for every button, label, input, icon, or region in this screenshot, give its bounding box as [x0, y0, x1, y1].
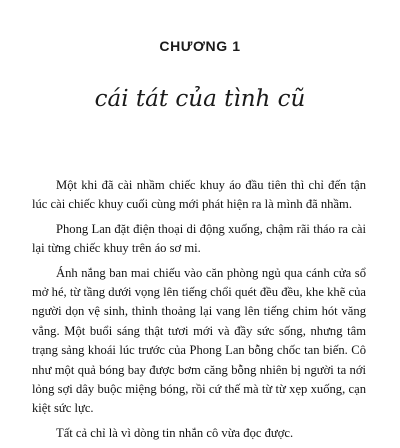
paragraph: Tất cả chỉ là vì dòng tin nhắn cô vừa đọc được.	[56, 425, 294, 440]
paragraph: Một khi đã cài nhầm chiếc khuy áo đầu tiên thì chỉ đến tận lúc cài chiếc khuy cuối cùng mới phát hiện ra là mình đã nhầm.	[32, 178, 366, 212]
chapter-body	[32, 176, 366, 448]
chapter-label: CHƯƠNG 1	[159, 38, 241, 54]
paragraph: Phong Lan đặt điện thoại di động xuống, chậm rãi tháo ra cài lại từng chiếc khuy trên áo sơ mi.	[32, 221, 366, 256]
paragraph: Ánh nắng ban mai chiếu vào căn phòng ngủ qua cánh cửa sổ mở hé, từ tầng dưới vọng lên tiếng chổi quét đều đều, khe khẽ của người dọn vệ sinh, thỉnh thoảng lại vang lên tiếng chim hót văng vẳng. Một buổi sáng thật tươi mới và đầy sức sống, nhưng tâm trạng sảng khoái lúc trước của Phong Lan bỗng chốc tan biến. Cô như một quả bóng bay được bơm căng bỗng nhiên bị người ta nới lỏng sợi dây buộc miệng bóng, rồi cứ thế mà từ từ xẹp xuống, cạn kiệt sức lực.	[32, 265, 366, 416]
chapter-title: cái tát của tình cũ	[94, 86, 306, 112]
